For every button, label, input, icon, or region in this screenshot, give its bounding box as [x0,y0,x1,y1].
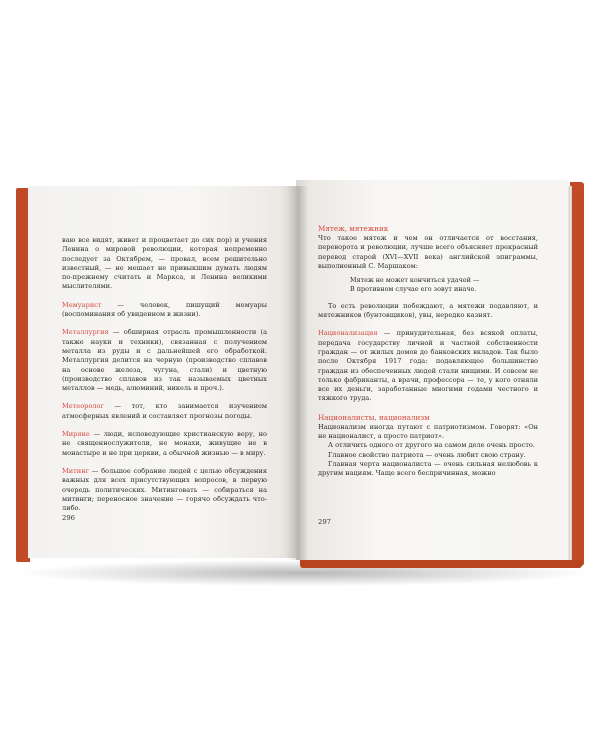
entry-nationalization [318,329,538,403]
entry-term: Митинг [62,466,90,475]
nationalists-paragraph: А отличить одного от другого на самом деле очень просто. [328,441,535,450]
entry-definition: — люди, исповедующие христианскую веру, но не священнослужители, не монахи, живущие не в монастыре и не при церкви, а обычной жизнью — в миру. [62,430,267,457]
nationalists-paragraph: Национализм иногда путают с патриотизмом. Говорят: «Он не националист, а просто патриот». [318,422,538,441]
page-number-left: 296 [62,514,75,522]
entry-meteorologist [62,402,267,421]
epigram-line: Мятеж не может кончиться удачей — [350,276,480,285]
mutiny-conclusion: То есть революции побеждают, а мятежи подавляют, и мятежников (бунтовщиков), увы, нередко казнят. [318,301,538,320]
left-page [28,186,298,558]
nationalists-paragraph: Главное свойство патриота — очень любит свою страну. [328,450,526,459]
entry-heading-nationalists: Националисты, национализм [318,412,430,422]
entry-term: Металлургия [62,328,109,337]
left-page-text [62,236,267,513]
paragraph-text: ваю все видят, живет и процветает до сих пор) и учения Ленина о мировой революции, которая непременно последует за Октябрем, — провал, всем решительно известный, — не мешает не привыкшим думать людям по-прежнему считать и Маркса, и Ленина великими мыслителями. [62,236,267,291]
right-page-text [318,224,538,479]
page-number-right: 297 [318,518,331,526]
entry-metallurgy [62,328,267,393]
entry-definition: — человек, пишущий мемуары (воспоминания об увиденном в жизни). [62,300,267,319]
entry-term: Метеоролог [62,402,104,411]
entry-definition: — большое собрание людей с целью обсуждения важных для всех присутствующих вопросов, в первую очередь политических. Митинговать — собираться на митинги; переносное значение — горячо обсуждать что-либо. [62,466,267,513]
entry-definition: — тот, кто занимается изучением атмосферных явлений и составляет прогнозы погоды. [62,402,267,420]
entry-memoirist [62,301,267,320]
entry-definition: — обширная отрасль промышленности (а также науки и техники), связанная с получением металла из руды и с дальнейшей его обработкой. Металлургия делится на черную (производство сплавов на основе железа, чугуна, стали) и цветную (производство сплавов из так называемых цветных металлов — медь, алюминий, никель и проч.). [62,328,267,393]
book-cover-right-edge [570,182,584,566]
epigram [350,276,538,295]
entry-laity [62,430,267,458]
right-page [296,180,568,560]
book-cover-bottom-edge [300,560,582,568]
book-spine-shadow [286,186,308,560]
entry-rally [62,467,267,513]
mutiny-intro: Что такое мятеж и чем он отличается от восстания, переворота и революции, лучше всего объясняет прекрасный перевод старой (XVI—XVII века) английской эпиграммы, выполненный С. Маршаком: [318,234,538,270]
entry-term: Национализация [318,329,378,338]
entry-definition: — принудительная, без всякой оплаты, передача государству личной и частной собственности граждан — от жилых домов до банковских вкладов. Так было после Октября 1917 года: подавляющее большинство граждан из обеспеченных людей стали нищими. И совсем не только фабриканты, а врачи, профессора — те, у кого отняли все их деньги, заработанные многими годами честного и тяжкого труда. [318,329,538,403]
left-paragraph-continuation [62,236,267,292]
entry-heading-mutiny: Мятеж, мятежник [318,224,389,233]
entry-term: Мемуарист [62,300,102,309]
epigram-line: В противном случае его зовут иначе. [350,285,477,294]
entry-term: Миряне [62,430,90,439]
nationalists-paragraph: Главная черта националиста — очень сильная нелюбовь к другим нациям. Чаще всего беспричинная, можно [318,459,538,478]
